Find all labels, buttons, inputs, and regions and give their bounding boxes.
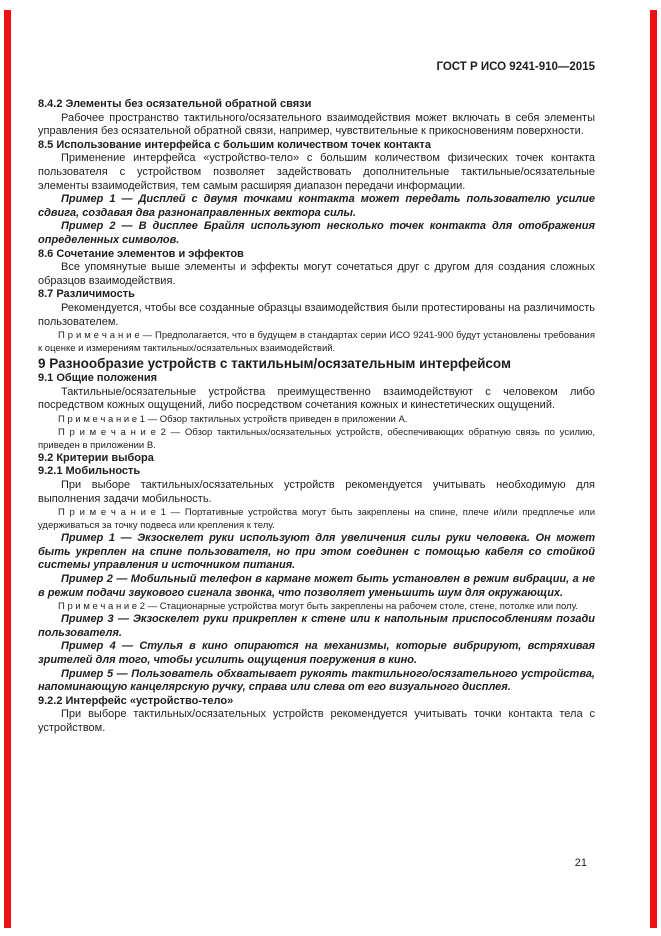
paragraph: При выборе тактильных/осязательных устройств рекомендуется учитывать точки контакта тела с устройством.	[38, 708, 595, 734]
document-code-header: ГОСТ Р ИСО 9241-910—2015	[436, 61, 595, 73]
paragraph: Тактильные/осязательные устройства преимущественно взаимодействуют с человеком либо посредством кожных ощущений, либо посредством сочетания кожных и кинестетических ощущений.	[38, 385, 595, 412]
example: Пример 5 — Пользователь обхватывает рукоять тактильного/осязательного устройства, напоминающую канцелярскую ручку, справа или слева от его визуального дисплея.	[38, 667, 595, 694]
clause-heading: 8.7 Различимость	[38, 288, 135, 301]
clause-heading: 9.1 Общие положения	[38, 372, 158, 385]
clause-heading: 9.2.1 Мобильность	[38, 465, 141, 478]
clause-heading: 8.6 Сочетание элементов и эффектов	[38, 247, 244, 260]
note: П р и м е ч а н и е 2 — Обзор тактильных/осязательных устройств, обеспечивающих обратную связь по усилию, приведен в приложении В.	[38, 426, 595, 451]
paragraph: Применение интерфейса «устройство-тело» с большим количеством физических точек контакта пользователя с устройством позволяет задействовать дополнительные тактильные/осязательные элементы взаимодействия, тем самым расширяя диапазон передачи информации.	[38, 152, 595, 192]
paragraph: Все упомянутые выше элементы и эффекты могут сочетаться друг с другом для создания сложных образцов взаимодействия.	[38, 261, 595, 287]
note: П р и м е ч а н и е 1 — Портативные устройства могут быть закреплены на спине, плече и/или предплечье или удерживаться за точку подвеса или крепления к телу.	[38, 507, 595, 532]
note: П р и м е ч а н и е 1 — Обзор тактильных устройств приведен в приложении А.	[58, 413, 408, 425]
example: Пример 2 — В дисплее Брайля используют несколько точек контакта для отображения определенных символов.	[38, 220, 595, 246]
clause-heading: 8.5 Использование интерфейса с большим количеством точек контакта	[38, 138, 431, 151]
paragraph: При выборе тактильных/осязательных устройств рекомендуется учитывать необходимую для выполнения задачи мобильность.	[38, 479, 595, 505]
chapter-heading: 9 Разнообразие устройств с тактильным/осязательным интерфейсом	[38, 356, 511, 372]
clause-heading: 8.4.2 Элементы без осязательной обратной связи	[38, 98, 312, 110]
example: Пример 4 — Стулья в кино опираются на механизмы, которые вибрируют, встряхивая зрителей для того, чтобы усилить ощущения погружения в кино.	[38, 640, 595, 666]
example: Пример 1 — Дисплей с двумя точками контакта может передать пользователю усилие сдвига, создавая два разнонаправленных вектора силы.	[38, 193, 595, 219]
note: П р и м е ч а н и е — Предполагается, что в будущем в стандартах серии ИСО 9241-900 будут установлены требования к оценке и измерениям тактильных/осязательных взаимодействий.	[38, 330, 595, 355]
example: Пример 3 — Экзоскелет руки прикреплен к стене или к напольным приспособлениям позади пользователя.	[38, 613, 595, 639]
paragraph: Рекомендуется, чтобы все созданные образцы взаимодействия были протестированы на различимость пользователем.	[38, 301, 595, 328]
page-number: 21	[574, 857, 587, 869]
text-blocks	[38, 98, 595, 736]
clause-heading: 9.2 Критерии выбора	[38, 451, 154, 464]
paragraph: Рабочее пространство тактильного/осязательного взаимодействия может включать в себя элементы управления без осязательной обратной связи, например, чувствительные к прикосновениям поверхности.	[38, 111, 595, 138]
example: Пример 1 — Экзоскелет руки используют для увеличения силы руки человека. Он может быть укреплен на спине пользователя, но при этом соединен с помощью кабеля со стойкой системы управления и источником питания.	[38, 532, 595, 572]
clause-heading: 9.2.2 Интерфейс «устройство-тело»	[38, 694, 234, 707]
note: П р и м е ч а н и е 2 — Стационарные устройства могут быть закреплены на рабочем столе, стене, потолке или полу.	[58, 601, 579, 613]
example: Пример 2 — Мобильный телефон в кармане может быть установлен в режим вибрации, а не в режим подачи звукового сигнала звонка, что позволяет уменьшить шум для окружающих.	[38, 573, 595, 599]
